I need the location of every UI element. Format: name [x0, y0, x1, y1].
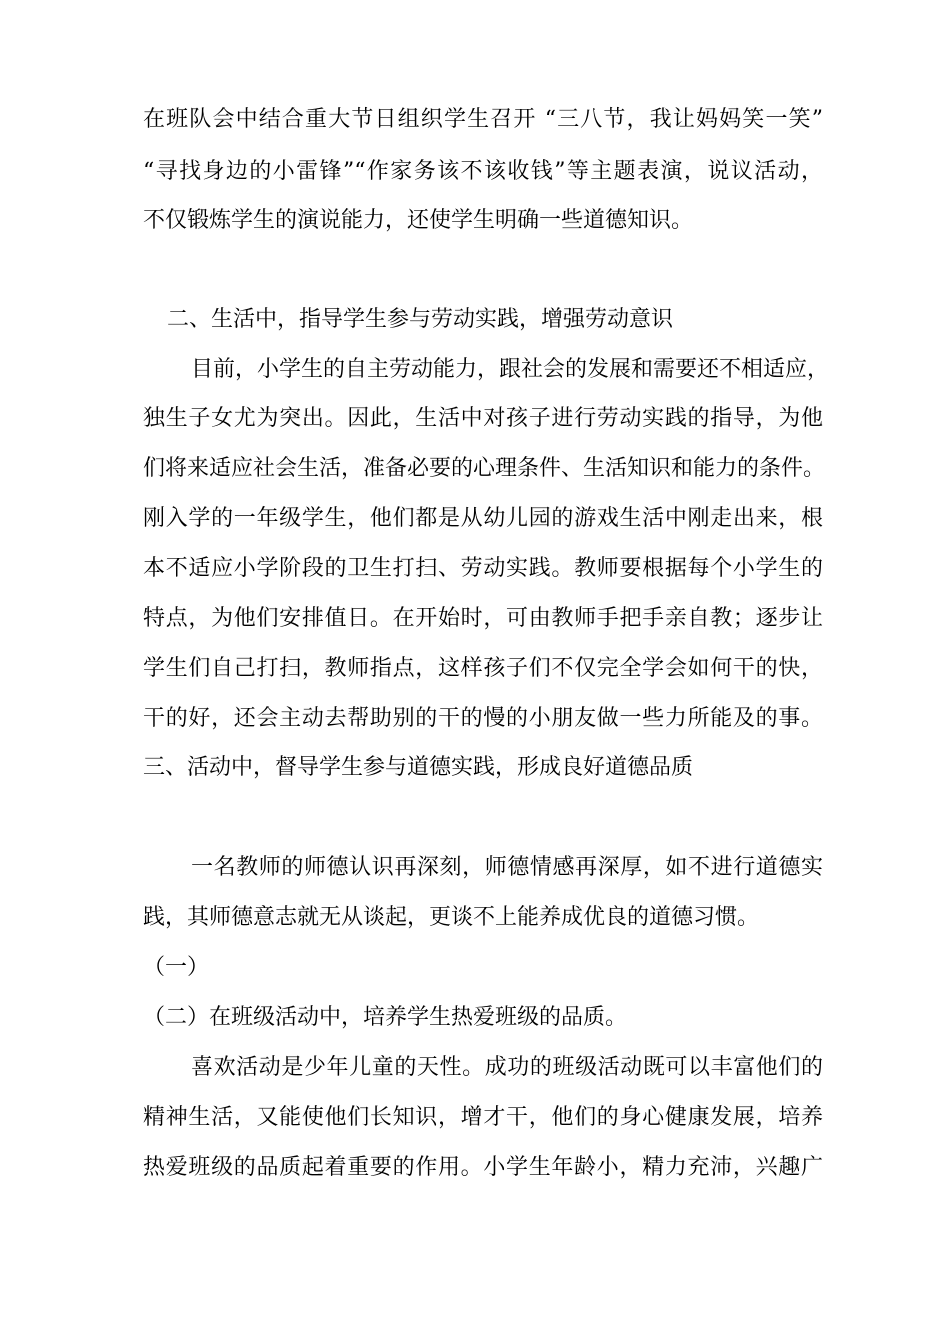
paragraph-line: 干的好，还会主动去帮助别的干的慢的小朋友做一些力所能及的事。 — [143, 706, 823, 731]
subsection-heading-1: （一） — [143, 955, 210, 980]
paragraph-line: 一名教师的师德认识再深刻，师德情感再深厚，如不进行道德实 — [191, 855, 823, 880]
paragraph-line: 本不适应小学阶段的卫生打扫、劳动实践。教师要根据每个小学生的 — [143, 556, 823, 581]
paragraph-line: 喜欢活动是少年儿童的天性。成功的班级活动既可以丰富他们的 — [191, 1055, 823, 1080]
section-heading-2: 二、生活中，指导学生参与劳动实践，增强劳动意识 — [167, 307, 674, 332]
paragraph-line: 们将来适应社会生活，准备必要的心理条件、生活知识和能力的条件。 — [143, 456, 826, 481]
paragraph-line: 目前，小学生的自主劳动能力，跟社会的发展和需要还不相适应， — [191, 357, 830, 382]
section-heading-3: 三、活动中，督导学生参与道德实践，形成良好道德品质 — [143, 755, 694, 780]
paragraph-line: 热爱班级的品质起着重要的作用。小学生年龄小，精力充沛，兴趣广 — [143, 1155, 823, 1180]
paragraph-line: 精神生活，又能使他们长知识，增才干，他们的身心健康发展，培养 — [143, 1105, 823, 1130]
paragraph-line: 学生们自己打扫，教师指点，这样孩子们不仅完全学会如何干的快， — [143, 656, 823, 681]
paragraph-line: 在班队会中结合重大节日组织学生召开 “三八节，我让妈妈笑一笑” — [143, 107, 823, 132]
paragraph-line: 特点，为他们安排值日。在开始时，可由教师手把手亲自教；逐步让 — [143, 606, 823, 631]
subsection-heading-2: （二）在班级活动中，培养学生热爱班级的品质。 — [143, 1005, 628, 1030]
paragraph-line: 刚入学的一年级学生，他们都是从幼儿园的游戏生活中刚走出来，根 — [143, 506, 823, 531]
paragraph-line: 不仅锻炼学生的演说能力，还使学生明确一些道德知识。 — [143, 208, 694, 233]
paragraph-line: 独生子女尤为突出。因此，生活中对孩子进行劳动实践的指导，为他 — [143, 406, 823, 431]
paragraph-line: 践，其师德意志就无从谈起，更谈不上能养成优良的道德习惯。 — [143, 905, 760, 930]
paragraph-line: “寻找身边的小雷锋”“作家务该不该收钱”等主题表演，说议活动， — [143, 159, 823, 184]
